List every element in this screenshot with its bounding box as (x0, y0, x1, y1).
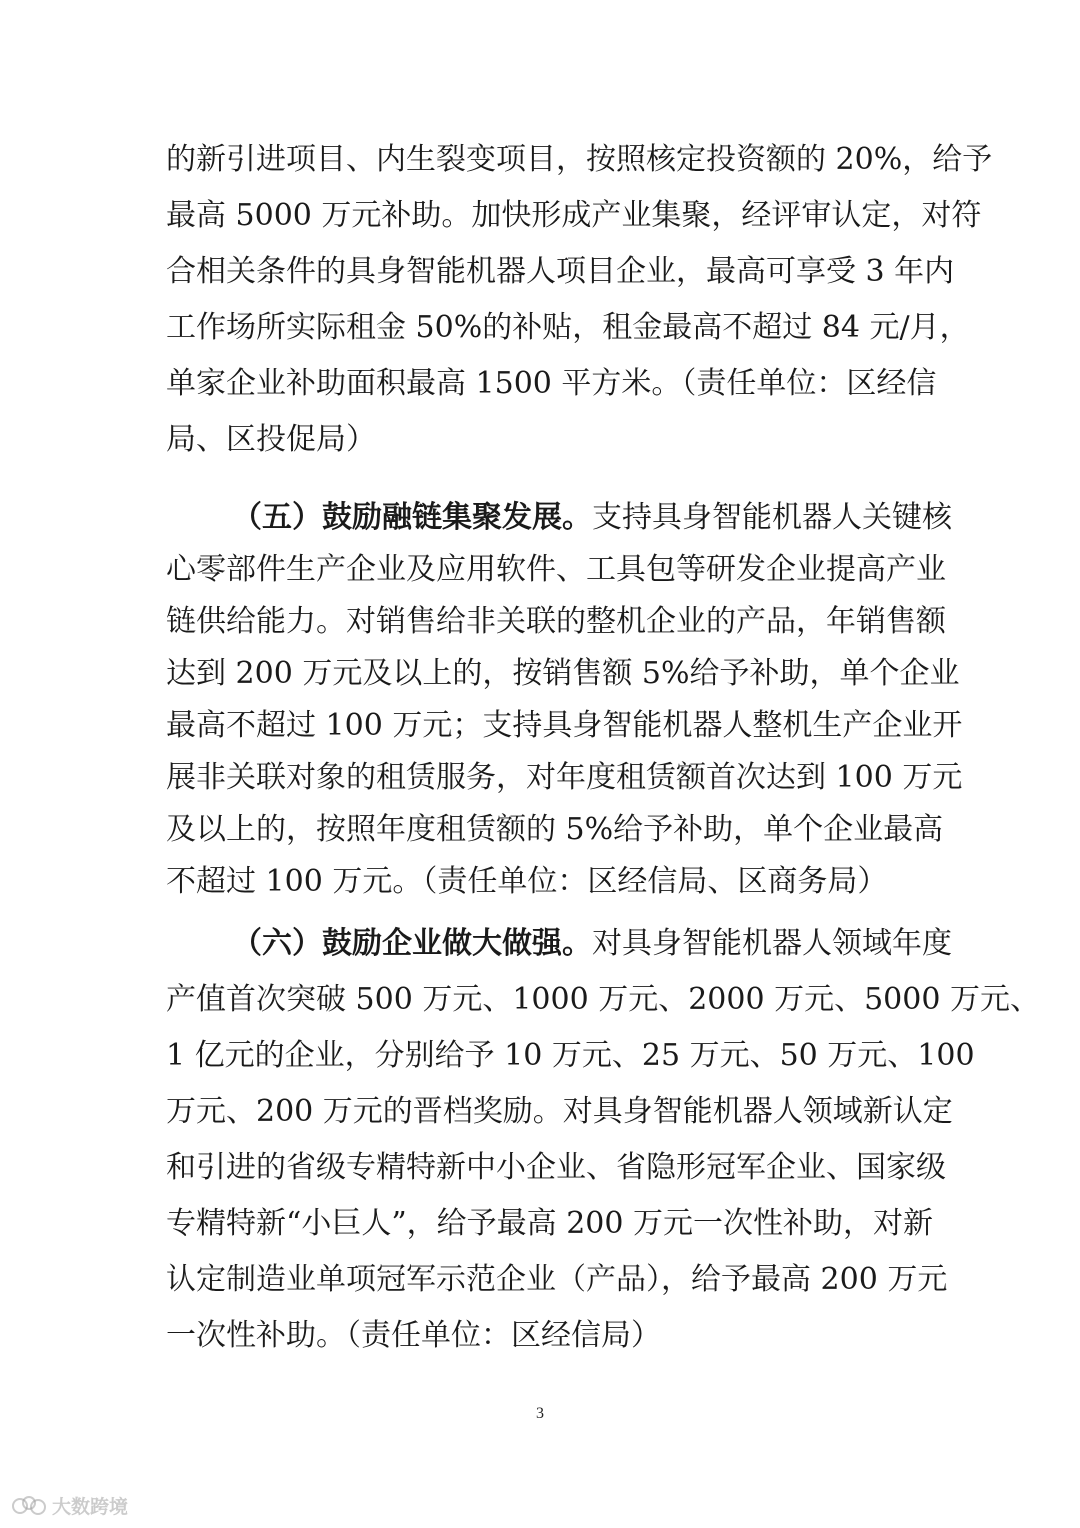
watermark (12, 1492, 128, 1518)
paragraph-line: 和引进的省级专精特新中小企业、省隐形冠军企业、国家级 (166, 1150, 946, 1185)
paragraph-line: 合相关条件的具身智能机器人项目企业，最高可享受 3 年内 (166, 254, 955, 289)
paragraph-line: 心零部件生产企业及应用软件、工具包等研发企业提高产业 (166, 552, 946, 587)
section-5-first-line-text: 支持具身智能机器人关键核 (592, 500, 952, 535)
paragraph-line: 1 亿元的企业，分别给予 10 万元、25 万元、50 万元、100 (166, 1038, 975, 1073)
paragraph-line: 链供给能力。对销售给非关联的整机企业的产品，年销售额 (166, 604, 946, 639)
paragraph-line: 最高不超过 100 万元；支持具身智能机器人整机生产企业开 (166, 708, 963, 743)
paragraph-line: 产值首次突破 500 万元、1000 万元、2000 万元、5000 万元、 (166, 982, 1040, 1017)
paragraph-line: 的新引进项目、内生裂变项目，按照核定投资额的 20%，给予 (166, 142, 993, 177)
paragraph-line: 专精特新“小巨人”，给予最高 200 万元一次性补助，对新 (166, 1206, 934, 1241)
paragraph-line: 达到 200 万元及以上的，按销售额 5%给予补助，单个企业 (166, 656, 960, 691)
section-5-first-line (232, 498, 952, 538)
paragraph-line: 认定制造业单项冠军示范企业（产品），给予最高 200 万元 (166, 1262, 948, 1297)
paragraph-line: 及以上的，按照年度租赁额的 5%给予补助，单个企业最高 (166, 812, 944, 847)
section-6-heading: （六）鼓励企业做大做强。 (232, 926, 592, 961)
watermark-text: 大数跨境 (52, 1495, 129, 1518)
paragraph-line: 万元、200 万元的晋档奖励。对具身智能机器人领域新认定 (166, 1094, 953, 1129)
paragraph-line: 局、区投促局） (166, 422, 376, 457)
paragraph-line: 一次性补助。（责任单位：区经信局） (166, 1318, 661, 1353)
paragraph-line: 最高 5000 万元补助。加快形成产业集聚，经评审认定，对符 (166, 198, 982, 233)
paragraph-line: 展非关联对象的租赁服务，对年度租赁额首次达到 100 万元 (166, 760, 963, 795)
page-number: 3 (536, 1405, 544, 1422)
paragraph-line: 不超过 100 万元。（责任单位：区经信局、区商务局） (166, 864, 888, 899)
paragraph-line: 单家企业补助面积最高 1500 平方米。（责任单位：区经信 (166, 366, 937, 401)
section-6-first-line (232, 924, 952, 964)
watermark-logo-icon (12, 1494, 46, 1516)
section-5-heading: （五）鼓励融链集聚发展。 (232, 500, 592, 535)
section-6-first-line-text: 对具身智能机器人领域年度 (592, 926, 952, 961)
paragraph-line: 工作场所实际租金 50%的补贴，租金最高不超过 84 元/月， (166, 310, 970, 345)
